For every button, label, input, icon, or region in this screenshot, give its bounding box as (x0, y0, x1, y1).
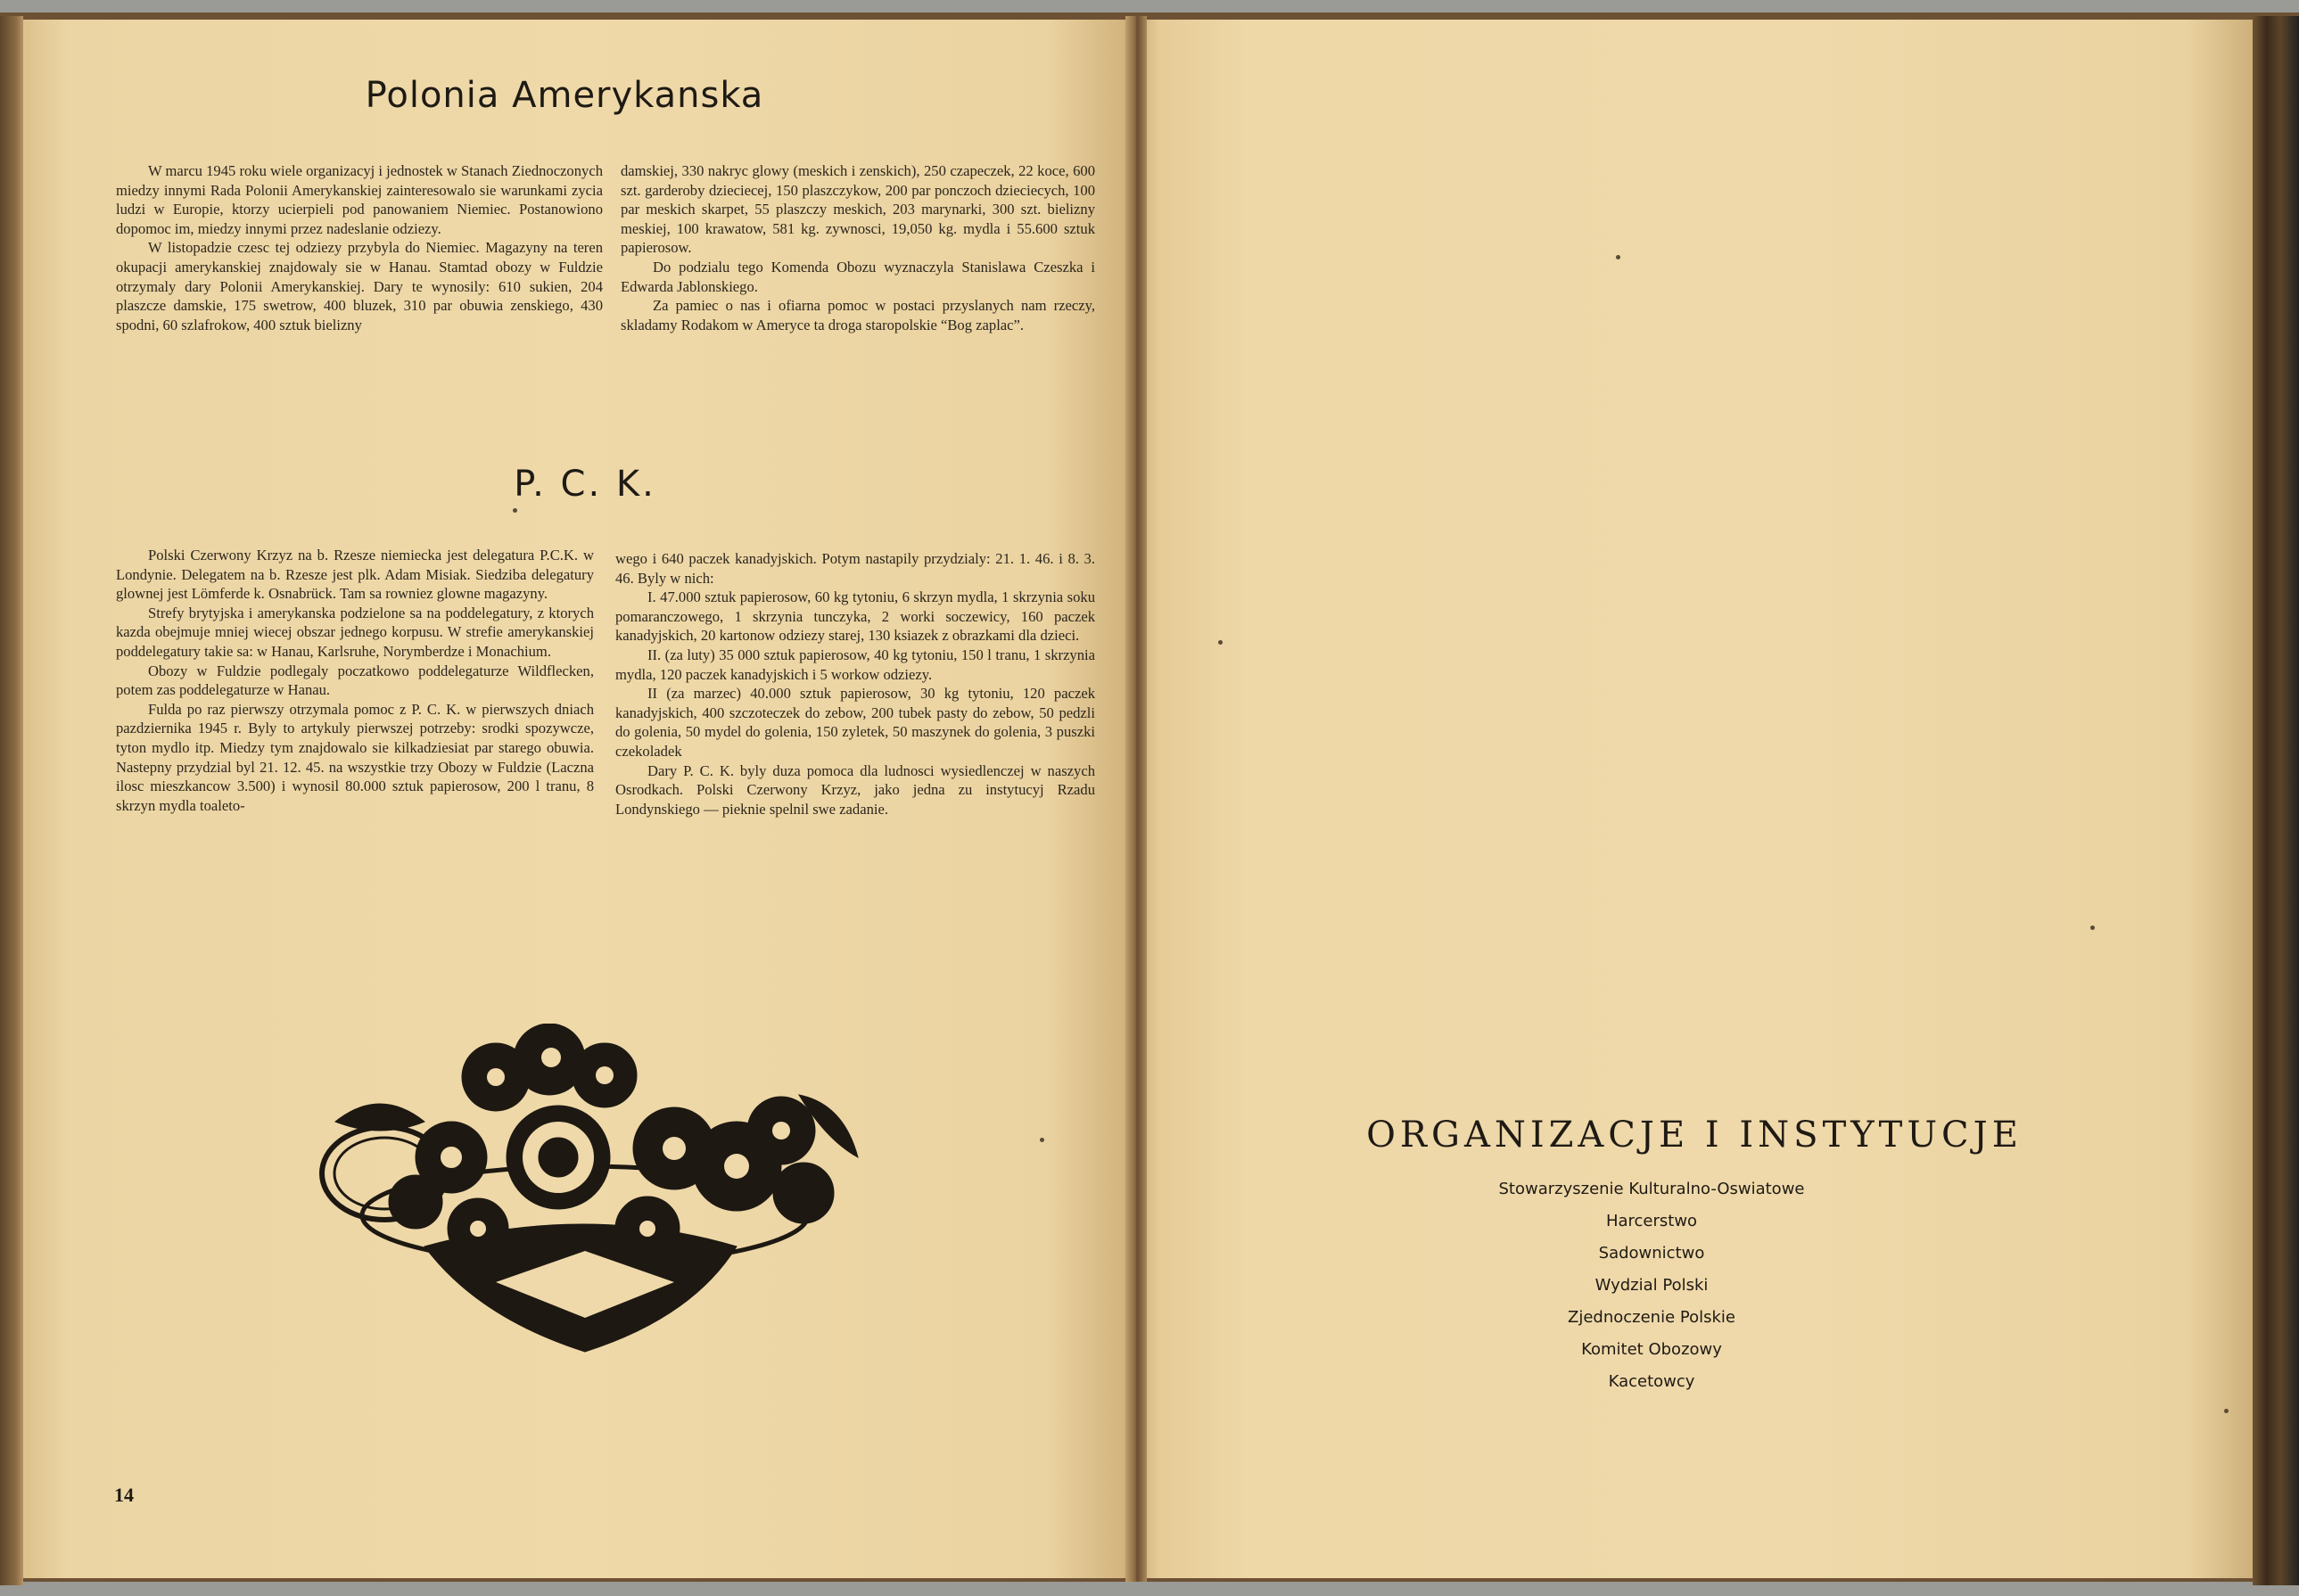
page-number: 14 (114, 1484, 134, 1506)
paragraph: Do podzialu tego Komenda Obozu wyznaczyla Stanislawa Czeszka i Edwarda Jablonskiego. (621, 258, 1095, 295)
flower-bouquet-ornament-icon (317, 1024, 867, 1353)
list-item: Kacetowcy (1608, 1372, 1695, 1391)
paragraph: Za pamiec o nas i ofiarna pomoc w postaci przyslanych nam rzeczy, skladamy Rodakom w Ameryce ta droga staropolskie “Bog zaplac”. (621, 297, 1095, 333)
pck-column-1 (116, 546, 594, 815)
paper-speck (513, 508, 517, 513)
right-book-edge (2253, 16, 2299, 1585)
paragraph: Polski Czerwony Krzyz na b. Rzesze niemiecka jest delegatura P.C.K. w Londynie. Delegatem na b. Rzesze jest plk. Adam Misiak. Siedziba delegatury glownej jest Lömferde k. Osnabrück. Tam sa rowniez glowne magazyny. (116, 547, 594, 603)
paragraph: Dary P. C. K. byly duza pomoca dla ludnosci wysiedlenczej w naszych Osrodkach. Polski Czerwony Krzyz, jako jedna zu instytucyj Rzadu Londynskiego — pieknie spelnil swe zadanie. (615, 761, 1095, 818)
paragraph: W listopadzie czesc tej odziezy przybyla do Niemiec. Magazyny na teren okupacji amerykanskiej znajdowaly sie w Hanau. Stamtad obozy w Fuldzie otrzymaly dary Polonii Amerykanskiej. Dary te wynosily: 610 sukien, 204 plaszcze damskie, 175 swetrow, 400 bluzek, 310 par obuwia zenskiego, 430 spodni, 60 szlafrokow, 400 sztuk bielizny (116, 239, 603, 333)
polonia-title: Polonia Amerykanska (365, 75, 764, 116)
paragraph: W marcu 1945 roku wiele organizacyj i jednostek w Stanach Ziednoczonych miedzy innymi Rada Polonii Amerykanskiej zainteresowalo sie warunkami zycia ludzi w Europie, ktorzy ucierpieli pod panowaniem Niemiec. Postanowiono dopomoc im, miedzy innymi przez nadeslanie odziezy. (116, 162, 603, 237)
paper-speck (1616, 255, 1620, 259)
paper-speck (1218, 640, 1223, 645)
pck-column-2 (615, 549, 1095, 819)
paper-speck (2090, 926, 2095, 930)
paragraph: Fulda po raz pierwszy otrzymala pomoc z P. C. K. w pierwszych dniach pazdziernika 1945 r. Byly to artykuly pierwszej potrzeby: srodki spozywcze, tyton mydlo itp. Miedzy tym znajdowalo sie kilkadziesiat par starego obuwia. Nastepny przydzial byl 21. 12. 45. na wszystkie trzy Obozy w Fuldzie (Laczna ilosc mieszkancow 3.500) i wynosil 80.000 sztuk papierosow, 200 l tranu, 8 skrzyn mydla toaleto- (116, 700, 594, 814)
pck-title: P. C. K. (514, 464, 656, 505)
list-item: Sadownictwo (1598, 1244, 1705, 1263)
list-item: Komitet Obozowy (1581, 1340, 1722, 1359)
list-item: Harcerstwo (1605, 1212, 1698, 1230)
organizations-list (1136, 1173, 2167, 1398)
paragraph: II. (za luty) 35 000 sztuk papierosow, 40 kg tytoniu, 150 l tranu, 1 skrzynia mydla, 120 paczek kanadyjskich i 5 workow odziezy. (615, 646, 1095, 683)
polonia-column-1 (116, 161, 603, 334)
list-item: Zjednoczenie Polskie (1568, 1308, 1735, 1327)
list-item: Wydzial Polski (1594, 1276, 1709, 1295)
list-item: Stowarzyszenie Kulturalno-Oswiatowe (1498, 1180, 1805, 1198)
paper-speck (2224, 1409, 2229, 1413)
organizations-title: ORGANIZACJE I INSTYTUCJE (1366, 1115, 2023, 1156)
paper-speck (1040, 1138, 1044, 1142)
paragraph: wego i 640 paczek kanadyjskich. Potym nastapily przydzialy: 21. 1. 46. i 8. 3. 46. Byly w nich: (615, 550, 1095, 587)
paragraph: Strefy brytyjska i amerykanska podzielone sa na poddelegatury, z ktorych kazda obejmuje mniej wiecej obszar jednego korpusu. W strefie amerykanskiej poddelegatury takie sa: w Hanau, Karlsruhe, Norymberdze i Monachium. (116, 604, 594, 660)
paragraph: Obozy w Fuldzie podlegaly poczatkowo poddelegaturze Wildflecken, potem zas poddelegaturze w Hanau. (116, 662, 594, 699)
paragraph: damskiej, 330 nakryc glowy (meskich i zenskich), 250 czapeczek, 22 koce, 600 szt. garderoby dzieciecej, 150 plaszczykow, 200 par ponczoch dzieciecych, 100 par meskich skarpet, 55 plaszczy meskich, 203 marynarki, 300 szt. bielizny meskiej, 100 krawatow, 581 kg. zywnosci, 19,050 kg. mydla i 55.600 sztuk papierosow. (621, 162, 1095, 257)
left-book-edge (0, 16, 23, 1585)
polonia-column-2 (621, 161, 1095, 334)
paragraph: I. 47.000 sztuk papierosow, 60 kg tytoniu, 6 skrzyn mydla, 1 skrzynia soku pomaranczowego, 1 skrzynia tunczyka, 2 worki soczewicy, 160 paczek kanadyjskich, 20 kartonow odziezy starej, 130 ksiazek z obrazkami dla dzieci. (615, 588, 1095, 645)
paragraph: II (za marzec) 40.000 sztuk papierosow, 30 kg tytoniu, 120 paczek kanadyjskich, 400 szczoteczek do zebow, 200 tubek pasty do zebow, 50 pedzli do golenia, 50 mydel do golenia, 150 zyletek, 50 maszynek do golenia, 3 puszki czekoladek (615, 685, 1095, 760)
